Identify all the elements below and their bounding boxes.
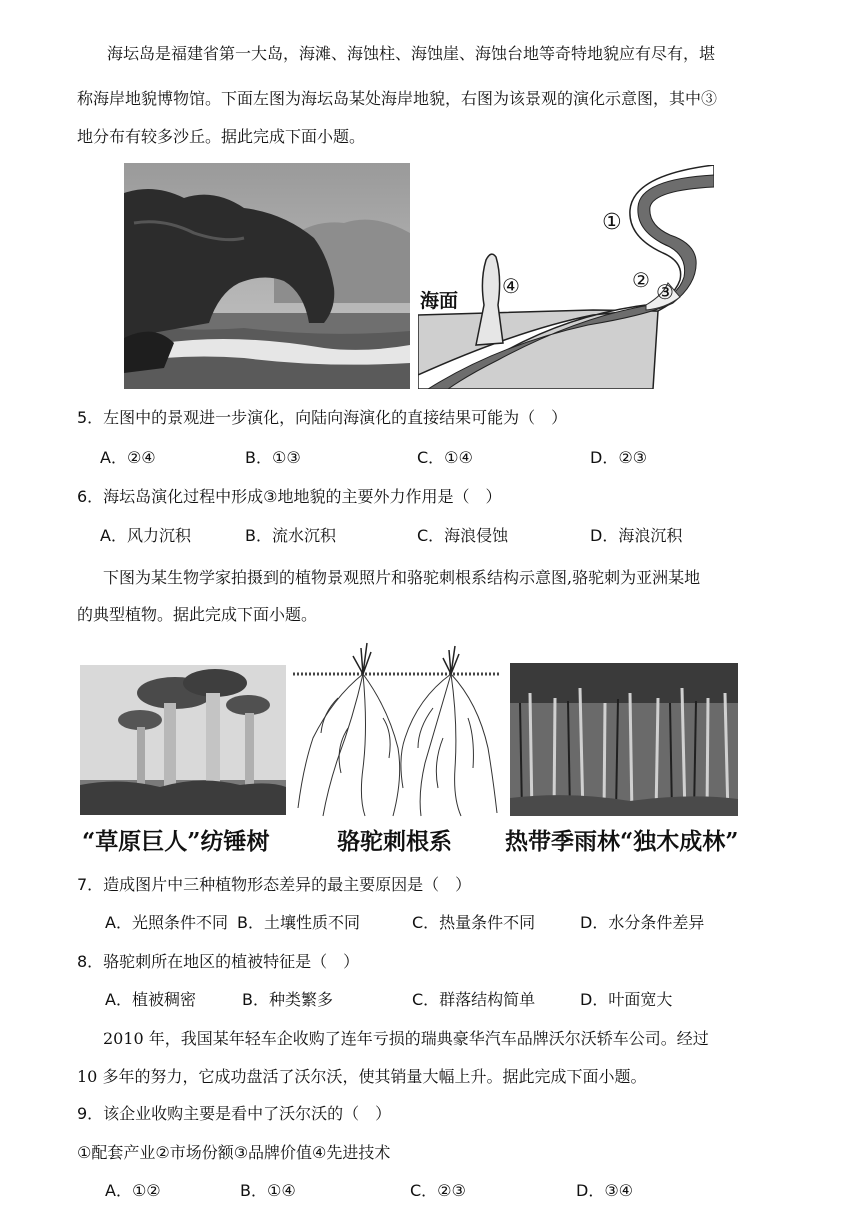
sea-arch-photo: [124, 163, 410, 389]
q7-option-b[interactable]: B．土壤性质不同: [237, 913, 360, 932]
mark-2: ②: [632, 268, 650, 292]
q5-option-d[interactable]: D．②③: [590, 448, 648, 467]
q9-option-b[interactable]: B．①④: [240, 1181, 296, 1200]
caption-baobab: “草原巨人”纺锤树: [82, 828, 270, 855]
passage1-line1: 海坛岛是福建省第一大岛，海滩、海蚀柱、海蚀崖、海蚀台地等奇特地貌应有尽有，堪: [107, 44, 716, 63]
passage1-line3: 地分布有较多沙丘。据此完成下面小题。: [77, 127, 366, 146]
q6-option-d[interactable]: D．海浪沉积: [590, 526, 683, 545]
q6-option-a[interactable]: A．风力沉积: [100, 526, 191, 545]
sea-surface-label: 海面: [420, 290, 459, 312]
q8-option-a[interactable]: A．植被稠密: [105, 990, 196, 1009]
q9-stem: 9．该企业收购主要是看中了沃尔沃的（ ）: [77, 1104, 392, 1123]
baobab-photo: [80, 665, 286, 815]
q6-option-c[interactable]: C．海浪侵蚀: [417, 526, 509, 545]
q6-option-b[interactable]: B．流水沉积: [245, 526, 336, 545]
q9-option-a[interactable]: A．①②: [105, 1181, 161, 1200]
camelthorn-root-diagram: [293, 638, 501, 818]
banyan-photo: [510, 663, 738, 816]
passage2-line1: 下图为某生物学家拍摄到的植物景观照片和骆驼刺根系结构示意图,骆驼刺为亚洲某地: [103, 568, 701, 587]
passage2-line2: 的典型植物。据此完成下面小题。: [77, 605, 318, 624]
caption-camelthorn: 骆驼刺根系: [337, 828, 452, 855]
q9-option-c[interactable]: C．②③: [410, 1181, 466, 1200]
q9-items: ①配套产业②市场份额③品牌价值④先进技术: [77, 1143, 391, 1162]
q5-option-a[interactable]: A．②④: [100, 448, 156, 467]
passage1-line2: 称海岸地貌博物馆。下面左图为海坛岛某处海岸地貌，右图为该景观的演化示意图，其中③: [77, 89, 718, 108]
q9-option-d[interactable]: D．③④: [576, 1181, 634, 1200]
passage3-line1: 2010 年，我国某年轻车企收购了连年亏损的瑞典豪华汽车品牌沃尔沃轿车公司。经过: [103, 1029, 709, 1048]
q7-stem: 7．造成图片中三种植物形态差异的最主要原因是（ ）: [77, 875, 472, 894]
q8-option-c[interactable]: C．群落结构简单: [412, 990, 536, 1009]
q5-option-c[interactable]: C．①④: [417, 448, 473, 467]
q8-option-b[interactable]: B．种类繁多: [242, 990, 333, 1009]
q7-option-a[interactable]: A．光照条件不同: [105, 913, 228, 932]
q5-stem: 5．左图中的景观进一步演化，向陆向海演化的直接结果可能为（ ）: [77, 408, 568, 427]
mark-3: ③: [656, 280, 674, 304]
q8-option-d[interactable]: D．叶面宽大: [580, 990, 673, 1009]
mark-1: ①: [602, 210, 622, 235]
caption-banyan: 热带季雨林“独木成林”: [505, 828, 739, 855]
mark-4: ④: [502, 274, 520, 298]
q7-option-d[interactable]: D．水分条件差异: [580, 913, 705, 932]
q5-option-b[interactable]: B．①③: [245, 448, 301, 467]
q6-stem: 6．海坛岛演化过程中形成③地地貌的主要外力作用是（ ）: [77, 487, 502, 506]
q8-stem: 8．骆驼刺所在地区的植被特征是（ ）: [77, 952, 360, 971]
passage3-line2: 10 多年的努力，它成功盘活了沃尔沃，使其销量大幅上升。据此完成下面小题。: [77, 1067, 647, 1086]
evolution-diagram: [418, 165, 714, 389]
q7-option-c[interactable]: C．热量条件不同: [412, 913, 536, 932]
